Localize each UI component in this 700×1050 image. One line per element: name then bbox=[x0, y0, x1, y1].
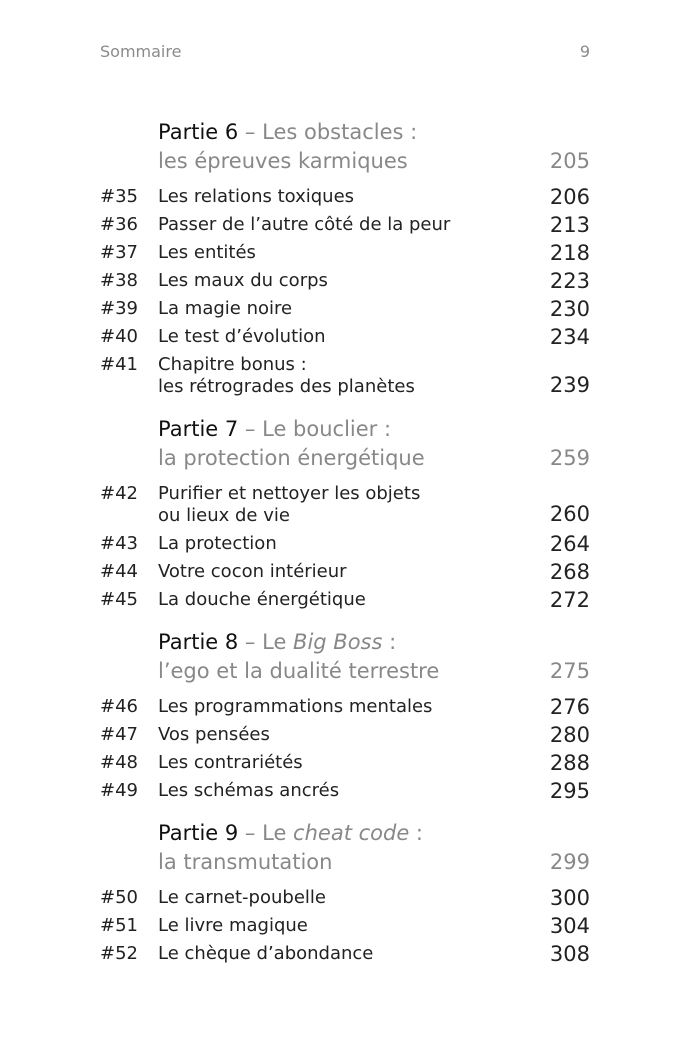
chapter-number: #48 bbox=[100, 752, 138, 773]
part-title-italic: cheat code bbox=[293, 821, 410, 845]
chapter-title-line1: Les schémas ancrés bbox=[158, 780, 340, 801]
chapter-title bbox=[158, 354, 415, 398]
chapter-title-line1: Les entités bbox=[158, 242, 256, 263]
part-heading[interactable] bbox=[0, 415, 700, 474]
toc-entry[interactable] bbox=[0, 884, 700, 912]
chapter-title bbox=[158, 721, 270, 749]
chapter-number: #35 bbox=[100, 186, 138, 207]
chapter-number: #39 bbox=[100, 298, 138, 319]
part-heading-line1 bbox=[158, 819, 423, 848]
chapter-title bbox=[158, 183, 354, 211]
part-title-pre: Les obstacles bbox=[262, 120, 404, 144]
toc-entry[interactable] bbox=[0, 323, 700, 351]
chapter-number: #41 bbox=[100, 354, 138, 375]
toc-entry[interactable] bbox=[0, 480, 700, 530]
chapter-number: #46 bbox=[100, 696, 138, 717]
running-header-title: Sommaire bbox=[100, 42, 182, 61]
part-title-post: : bbox=[409, 821, 424, 845]
chapter-title bbox=[158, 483, 420, 527]
chapter-number: #45 bbox=[100, 589, 138, 610]
toc-entry[interactable] bbox=[0, 558, 700, 586]
toc-entry[interactable] bbox=[0, 777, 700, 805]
part-label: Partie 7 bbox=[158, 417, 239, 441]
chapter-page-number: 230 bbox=[549, 297, 590, 321]
part-page-number: 259 bbox=[549, 446, 590, 470]
part-title bbox=[238, 821, 423, 845]
chapter-title-line1: Le carnet-poubelle bbox=[158, 887, 326, 908]
chapter-number: #47 bbox=[100, 724, 138, 745]
part-title-post: : bbox=[382, 630, 397, 654]
part-title bbox=[238, 630, 396, 654]
chapter-page-number: 239 bbox=[549, 373, 590, 397]
chapter-number: #50 bbox=[100, 887, 138, 908]
chapter-title-line1: La magie noire bbox=[158, 298, 293, 319]
chapter-title bbox=[158, 586, 366, 614]
chapter-page-number: 260 bbox=[549, 502, 590, 526]
chapter-page-number: 234 bbox=[549, 325, 590, 349]
chapter-number: #40 bbox=[100, 326, 138, 347]
part-title bbox=[238, 120, 417, 144]
chapter-title bbox=[158, 267, 328, 295]
toc-entry[interactable] bbox=[0, 586, 700, 614]
part-title-italic: Big Boss bbox=[293, 630, 383, 654]
chapter-number: #52 bbox=[100, 943, 138, 964]
chapter-number: #51 bbox=[100, 915, 138, 936]
part-label: Partie 6 bbox=[158, 120, 239, 144]
chapter-title-line1: Les maux du corps bbox=[158, 270, 328, 291]
chapter-page-number: 308 bbox=[549, 942, 590, 966]
chapter-title bbox=[158, 693, 432, 721]
toc-entry[interactable] bbox=[0, 183, 700, 211]
chapter-title-line1: Chapitre bonus : bbox=[158, 354, 307, 375]
page-number: 9 bbox=[579, 42, 590, 61]
part-heading[interactable] bbox=[0, 819, 700, 878]
part-sep: – bbox=[238, 630, 263, 654]
chapter-number: #49 bbox=[100, 780, 138, 801]
chapter-number: #38 bbox=[100, 270, 138, 291]
chapter-title bbox=[158, 211, 450, 239]
part-heading[interactable] bbox=[0, 118, 700, 177]
chapter-title-line1: Le test d’évolution bbox=[158, 326, 326, 347]
part-label: Partie 8 bbox=[158, 630, 239, 654]
chapter-title bbox=[158, 884, 326, 912]
chapter-title-line1: Le chèque d’abondance bbox=[158, 943, 374, 964]
toc-entry[interactable] bbox=[0, 940, 700, 968]
part-sep: – bbox=[238, 821, 263, 845]
toc-entry[interactable] bbox=[0, 530, 700, 558]
chapter-page-number: 280 bbox=[549, 723, 590, 747]
toc-entry[interactable] bbox=[0, 295, 700, 323]
part-page-number: 275 bbox=[549, 659, 590, 683]
chapter-title-line2: les rétrogrades des planètes bbox=[158, 376, 415, 397]
part-title-post: : bbox=[377, 417, 392, 441]
chapter-page-number: 206 bbox=[549, 185, 590, 209]
toc-entry[interactable] bbox=[0, 267, 700, 295]
part-page-number: 205 bbox=[549, 149, 590, 173]
part-title-pre: Le bbox=[262, 630, 294, 654]
part-subtitle: les épreuves karmiques bbox=[158, 149, 408, 173]
chapter-title bbox=[158, 777, 339, 805]
part-title-post: : bbox=[403, 120, 418, 144]
chapter-page-number: 304 bbox=[549, 914, 590, 938]
chapter-title bbox=[158, 530, 277, 558]
toc-entry[interactable] bbox=[0, 239, 700, 267]
part-title bbox=[238, 417, 391, 441]
part-sep: – bbox=[238, 417, 263, 441]
toc-entry[interactable] bbox=[0, 912, 700, 940]
chapter-title-line1: Vos pensées bbox=[158, 724, 270, 745]
chapter-page-number: 213 bbox=[549, 213, 590, 237]
chapter-number: #37 bbox=[100, 242, 138, 263]
chapter-number: #42 bbox=[100, 483, 138, 504]
chapter-number: #36 bbox=[100, 214, 138, 235]
chapter-title bbox=[158, 558, 347, 586]
chapter-title bbox=[158, 912, 308, 940]
part-title-pre: Le bbox=[262, 821, 294, 845]
chapter-page-number: 288 bbox=[549, 751, 590, 775]
part-title-pre: Le bouclier bbox=[262, 417, 378, 441]
chapter-title bbox=[158, 940, 373, 968]
toc-entry[interactable] bbox=[0, 749, 700, 777]
part-subtitle: l’ego et la dualité terrestre bbox=[158, 659, 440, 683]
toc-entry[interactable] bbox=[0, 721, 700, 749]
part-heading-line1 bbox=[158, 628, 396, 657]
chapter-page-number: 264 bbox=[549, 532, 590, 556]
chapter-title-line1: Les relations toxiques bbox=[158, 186, 355, 207]
chapter-title-line1: Purifier et nettoyer les objets bbox=[158, 483, 421, 504]
chapter-title bbox=[158, 749, 303, 777]
toc-entry[interactable] bbox=[0, 693, 700, 721]
part-page-number: 299 bbox=[549, 850, 590, 874]
chapter-page-number: 268 bbox=[549, 560, 590, 584]
chapter-title-line1: Votre cocon intérieur bbox=[158, 561, 347, 582]
toc-entry[interactable] bbox=[0, 211, 700, 239]
chapter-page-number: 272 bbox=[549, 588, 590, 612]
chapter-title bbox=[158, 323, 326, 351]
chapter-title-line1: Passer de l’autre côté de la peur bbox=[158, 214, 451, 235]
chapter-title-line1: Les programmations mentales bbox=[158, 696, 433, 717]
chapter-title-line1: La protection bbox=[158, 533, 277, 554]
part-subtitle: la protection énergétique bbox=[158, 446, 425, 470]
part-subtitle: la transmutation bbox=[158, 850, 333, 874]
chapter-number: #44 bbox=[100, 561, 138, 582]
chapter-title bbox=[158, 295, 292, 323]
chapter-page-number: 218 bbox=[549, 241, 590, 265]
part-heading-line1 bbox=[158, 415, 391, 444]
chapter-title-line1: Les contrariétés bbox=[158, 752, 303, 773]
chapter-title bbox=[158, 239, 256, 267]
chapter-title-line2: ou lieux de vie bbox=[158, 505, 290, 526]
chapter-number: #43 bbox=[100, 533, 138, 554]
chapter-title-line1: Le livre magique bbox=[158, 915, 308, 936]
chapter-page-number: 295 bbox=[549, 779, 590, 803]
part-heading[interactable] bbox=[0, 628, 700, 687]
table-of-contents bbox=[0, 118, 700, 968]
part-heading-line1 bbox=[158, 118, 417, 147]
chapter-page-number: 300 bbox=[549, 886, 590, 910]
part-sep: – bbox=[238, 120, 263, 144]
chapter-title-line1: La douche énergétique bbox=[158, 589, 366, 610]
chapter-page-number: 276 bbox=[549, 695, 590, 719]
chapter-page-number: 223 bbox=[549, 269, 590, 293]
toc-entry[interactable] bbox=[0, 351, 700, 401]
part-label: Partie 9 bbox=[158, 821, 239, 845]
